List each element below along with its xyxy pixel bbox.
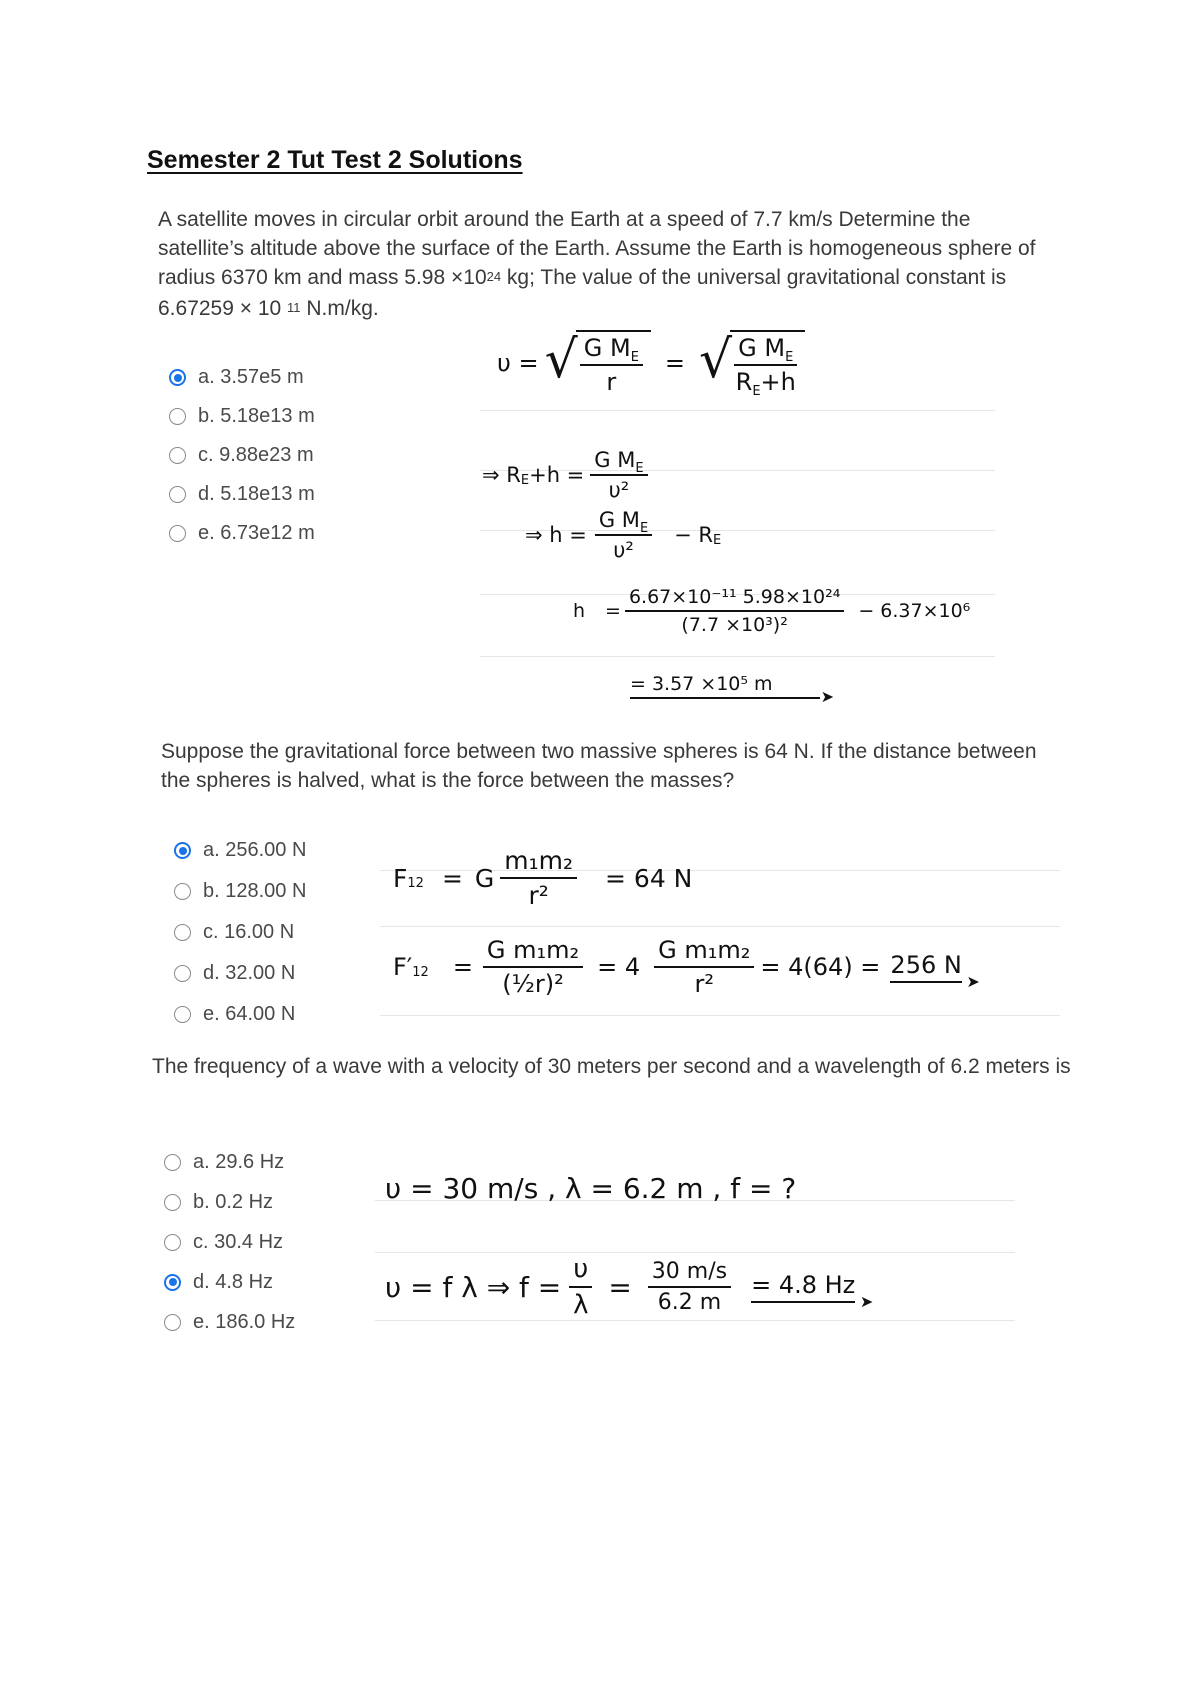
work-tail: = 4(64) = [760, 953, 881, 981]
notebook-rule [380, 1015, 1060, 1016]
option-label: d. 4.8 Hz [193, 1270, 274, 1293]
notebook-rule [480, 656, 995, 657]
work-denominator: (7.7 ×10³)² [681, 614, 788, 636]
radio-icon[interactable] [164, 1314, 181, 1331]
option-label: e. 6.73e12 m [198, 522, 315, 544]
question-1-option-c[interactable] [169, 436, 315, 475]
radio-icon[interactable] [174, 1006, 191, 1023]
q1-work-line-3 [525, 508, 721, 562]
work-answer: = 3.57 ×10⁵ m [630, 673, 773, 695]
option-label: b. 0.2 Hz [193, 1190, 274, 1213]
work-numerator: G m₁m₂ [654, 936, 754, 968]
subscript: E [752, 384, 761, 399]
question-1-option-b[interactable] [169, 397, 315, 436]
q3-work-line-1 [385, 1172, 796, 1205]
q1-work-answer [630, 673, 834, 706]
question-1-text-part-c: N.m/kg. [300, 297, 379, 320]
question-2-option-a[interactable] [174, 830, 306, 871]
work-lhs: F′ [393, 953, 413, 981]
work-numerator: υ [569, 1254, 592, 1288]
arrow-right-icon: ➤ [966, 972, 980, 991]
subscript: E [635, 461, 644, 476]
question-1-option-e[interactable] [169, 514, 315, 553]
question-1-option-a[interactable] [169, 358, 315, 397]
work-numerator: G m₁m₂ [483, 936, 583, 968]
notebook-rule [380, 926, 1060, 927]
option-label: c. 16.00 N [203, 921, 295, 943]
option-label: a. 3.57e5 m [198, 366, 304, 388]
subscript: 12 [412, 964, 429, 980]
question-3-text: The frequency of a wave with a velocity of 30 meters per second and a wavelength of 6.2 meters is [152, 1055, 1071, 1078]
q1-work-line-4 [573, 586, 970, 636]
subscript: E [639, 521, 649, 536]
question-1-exponent-a: 24 [486, 269, 502, 284]
work-tail: − 6.37×10⁶ [858, 600, 971, 622]
q3-work-line-2 [385, 1254, 874, 1320]
work-answer-text: = 4.8 Hz [751, 1271, 856, 1299]
question-1-exponent-b: 11 [287, 300, 301, 315]
work-denominator: 6.2 m [657, 1290, 722, 1315]
work-lhs: h [573, 600, 586, 622]
work-answer [890, 951, 980, 991]
option-label: d. 32.00 N [203, 962, 296, 984]
question-2-option-e[interactable] [174, 994, 306, 1035]
work-tail: − R [674, 523, 714, 547]
work-denominator: r [606, 368, 617, 396]
work-equals: = [452, 953, 473, 981]
work-tail: = 64 N [605, 863, 693, 893]
question-1-options [169, 358, 315, 553]
option-label: e. 186.0 Hz [193, 1310, 296, 1333]
work-equals: = [664, 349, 686, 377]
subscript: E [785, 350, 794, 365]
arrow-right-icon: ➤ [820, 687, 834, 706]
option-label: b. 128.00 N [203, 880, 307, 902]
page-title: Semester 2 Tut Test 2 Solutions [147, 146, 523, 174]
question-1-text-part-a: A satellite moves in circular orbit around the Earth at a speed of 7.7 km/s Determine the satellite’s altitude above the surface of the Earth. Assume the Earth is homogeneous sphere of radius 6370 km and mass 5.98 ×10 [158, 208, 1036, 289]
question-2-option-c[interactable] [174, 912, 306, 953]
work-equals: = [605, 600, 621, 622]
work-lhs: ⇒ R [482, 463, 521, 487]
question-3-option-b[interactable] [164, 1182, 295, 1222]
option-label: d. 5.18e13 m [198, 483, 315, 505]
sqrt-icon: √ $\frac{G M_E}{R_E+h}$ [699, 330, 805, 396]
work-gravity-g: G [474, 863, 495, 893]
notebook-rule [480, 410, 995, 411]
question-2-options [174, 830, 306, 1035]
work-denominator-b: +h [760, 368, 796, 396]
option-label: a. 29.6 Hz [193, 1150, 285, 1173]
work-equals: = [441, 863, 463, 893]
work-lhs: υ = [497, 349, 539, 377]
notebook-rule [375, 1252, 1015, 1253]
radio-selected-icon[interactable] [164, 1274, 181, 1291]
option-label: c. 30.4 Hz [193, 1230, 284, 1253]
work-denominator: r² [694, 970, 715, 998]
work-given: υ = 30 m/s , λ = 6.2 m , f = ? [385, 1172, 797, 1205]
question-3-option-a[interactable] [164, 1142, 295, 1182]
work-answer [751, 1271, 874, 1311]
question-1-text [158, 205, 1058, 325]
work-lhs-b: +h = [529, 463, 585, 487]
radio-selected-icon[interactable] [174, 842, 191, 859]
radio-icon[interactable] [174, 924, 191, 941]
option-label: a. 256.00 N [203, 839, 307, 861]
option-label: c. 9.88e23 m [198, 444, 314, 466]
radio-icon[interactable] [169, 525, 186, 542]
radio-icon[interactable] [169, 486, 186, 503]
work-equals: = [608, 1270, 632, 1304]
work-numerator: G M [738, 334, 786, 362]
work-numerator: m₁m₂ [500, 846, 577, 879]
question-1-text-part-b: kg; The value of the universal gravitational constant is 6.67259 × 10 [158, 266, 1007, 320]
question-3-option-e[interactable] [164, 1302, 295, 1342]
option-label: b. 5.18e13 m [198, 405, 315, 427]
radio-icon[interactable] [164, 1234, 181, 1251]
question-2-text: Suppose the gravitational force between two massive spheres is 64 N. If the distance between the spheres is halved, what is the force between the masses? [161, 740, 1037, 792]
work-numerator: G M [598, 508, 640, 532]
radio-icon[interactable] [174, 883, 191, 900]
radio-icon[interactable] [169, 447, 186, 464]
q2-work-line-1 [393, 846, 692, 910]
radio-icon[interactable] [164, 1154, 181, 1171]
work-lhs: υ = f λ ⇒ f = [385, 1270, 562, 1304]
question-1-option-d[interactable] [169, 475, 315, 514]
arrow-right-icon: ➤ [859, 1292, 874, 1311]
notebook-rule [375, 1320, 1015, 1321]
q2-work-line-2 [393, 936, 980, 998]
option-label: e. 64.00 N [203, 1003, 296, 1025]
work-numerator: 30 m/s [648, 1259, 731, 1288]
subscript: 12 [407, 875, 424, 891]
q1-work-line-2 [482, 448, 648, 502]
radio-icon[interactable] [164, 1194, 181, 1211]
work-denominator: λ [573, 1290, 589, 1320]
q1-work-line-1 [497, 330, 805, 399]
work-answer-text: 256 N [890, 951, 962, 979]
work-numerator: 6.67×10⁻¹¹ 5.98×10²⁴ [625, 586, 844, 612]
radio-icon[interactable] [174, 965, 191, 982]
radio-icon[interactable] [169, 408, 186, 425]
work-mid: = 4 [597, 953, 641, 981]
work-denominator: (½r)² [502, 970, 564, 998]
work-numerator: G M [594, 448, 636, 472]
work-numerator: G M [583, 334, 631, 362]
sqrt-icon: √ $\frac{G M_E}{r}$ [545, 330, 651, 396]
work-denominator: r² [528, 881, 549, 910]
question-2-option-d[interactable] [174, 953, 306, 994]
work-lhs: F [393, 863, 408, 893]
radio-selected-icon[interactable] [169, 369, 186, 386]
work-denominator: υ² [613, 538, 634, 562]
question-3-options [164, 1142, 295, 1342]
work-denominator: υ² [608, 478, 630, 502]
question-2-option-b[interactable] [174, 871, 306, 912]
question-3-option-c[interactable] [164, 1222, 295, 1262]
question-3-option-d[interactable] [164, 1262, 295, 1302]
subscript: E [630, 350, 639, 365]
subscript: E [713, 532, 722, 548]
work-denominator: R [735, 368, 753, 396]
subscript: E [520, 472, 530, 488]
work-lhs: ⇒ h = [525, 523, 587, 547]
